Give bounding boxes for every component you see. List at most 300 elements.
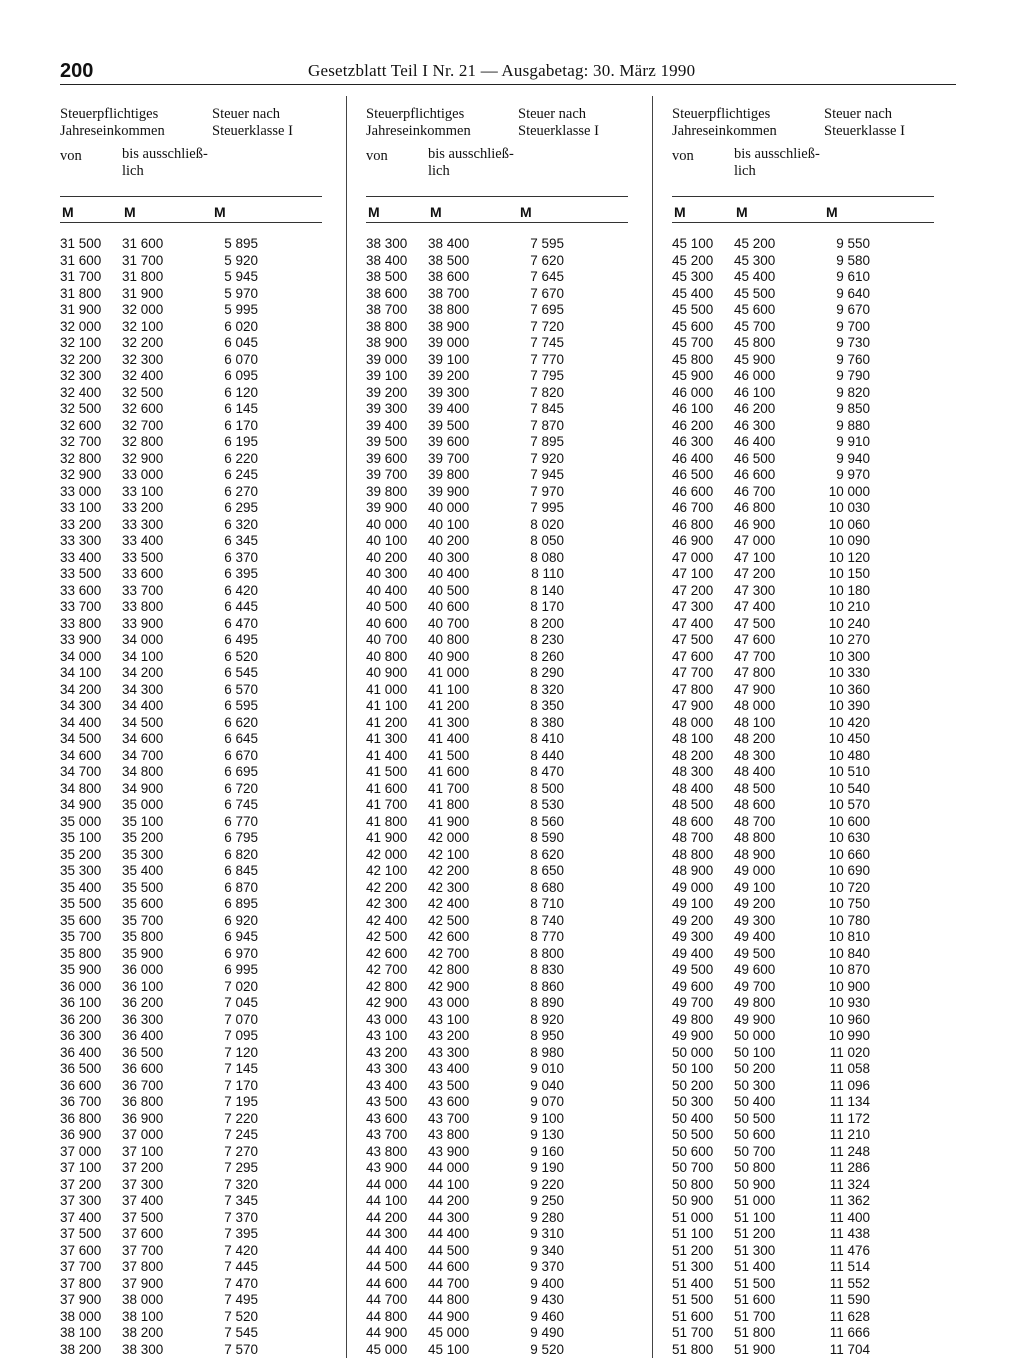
income-to: 36 000 [122, 962, 164, 977]
income-to: 39 300 [428, 384, 470, 400]
income-from: 45 800 [672, 351, 714, 367]
table-row [672, 1325, 934, 1342]
table-row [366, 236, 628, 253]
table-row [60, 847, 322, 864]
income-from: 46 400 [672, 450, 714, 466]
tax-amount: 9 850 [836, 401, 870, 416]
tax-amount: 11 400 [829, 1209, 870, 1225]
tax-amount: 6 245 [224, 467, 258, 482]
table-row [366, 748, 628, 765]
tax-amount: 6 995 [224, 962, 258, 977]
table-row [672, 748, 934, 765]
tax-amount: 11 248 [829, 1143, 870, 1159]
tax-amount: 9 760 [836, 351, 870, 367]
tax-amount: 8 110 [531, 566, 564, 581]
income-to: 46 700 [734, 483, 776, 499]
tax-amount: 6 545 [224, 665, 258, 680]
income-from: 39 600 [366, 450, 408, 466]
table-row [60, 269, 322, 286]
tax-amount: 7 420 [224, 1242, 258, 1258]
income-to: 46 800 [734, 500, 776, 515]
tax-amount: 8 530 [530, 797, 564, 812]
income-to: 43 100 [428, 1011, 470, 1027]
income-to: 33 900 [122, 615, 164, 631]
income-from: 39 700 [366, 467, 408, 482]
tax-amount: 11 666 [829, 1325, 870, 1340]
tax-amount: 6 845 [224, 863, 258, 878]
tax-amount: 6 720 [224, 780, 258, 796]
income-to: 42 300 [428, 879, 470, 895]
income-from: 44 400 [366, 1242, 408, 1258]
income-from: 50 300 [672, 1094, 714, 1109]
tax-amount: 8 170 [530, 599, 564, 614]
table-row [366, 599, 628, 616]
income-from: 50 900 [672, 1193, 714, 1208]
income-to: 46 600 [734, 467, 776, 482]
income-from: 32 200 [60, 351, 102, 367]
table-row [672, 781, 934, 798]
income-from: 42 300 [366, 896, 408, 911]
header-tax: Steuer nach Steuerklasse I [518, 106, 599, 139]
table-row [672, 385, 934, 402]
table-row [672, 863, 934, 880]
income-to: 34 800 [122, 764, 164, 779]
tax-amount: 7 945 [530, 467, 564, 482]
tax-amount: 7 095 [224, 1028, 258, 1043]
table-row [366, 1259, 628, 1276]
income-from: 40 400 [366, 582, 408, 598]
tax-amount: 11 514 [829, 1259, 870, 1274]
income-to: 37 400 [122, 1193, 164, 1208]
tax-amount: 9 280 [530, 1209, 564, 1225]
tax-amount: 7 245 [224, 1127, 258, 1142]
table-row [60, 731, 322, 748]
income-to: 32 700 [122, 417, 164, 433]
table-row [672, 500, 934, 517]
tax-amount: 10 600 [828, 813, 870, 829]
table-row [60, 1243, 322, 1260]
tax-table-column-3 [672, 100, 942, 1362]
income-from: 36 900 [60, 1127, 102, 1142]
tax-amount: 10 030 [828, 500, 870, 515]
tax-amount: 7 370 [224, 1209, 258, 1225]
table-row [60, 1094, 322, 1111]
income-to: 43 600 [428, 1094, 470, 1109]
tax-amount: 5 995 [224, 302, 258, 317]
table-row [60, 748, 322, 765]
tax-amount: 9 520 [530, 1341, 564, 1357]
table-row [366, 1292, 628, 1309]
income-from: 35 500 [60, 896, 102, 911]
tax-amount: 6 170 [224, 417, 258, 433]
tax-amount: 5 970 [224, 285, 258, 301]
table-row [60, 1292, 322, 1309]
tax-amount: 6 220 [224, 450, 258, 466]
income-to: 31 600 [122, 236, 164, 251]
income-to: 33 400 [122, 533, 164, 548]
income-from: 43 200 [366, 1044, 408, 1060]
tax-amount: 7 045 [224, 995, 258, 1010]
table-row [60, 352, 322, 369]
income-to: 44 200 [428, 1193, 470, 1208]
income-from: 42 700 [366, 962, 408, 977]
table-row [672, 1061, 934, 1078]
table-row [366, 814, 628, 831]
income-from: 48 600 [672, 813, 714, 829]
income-to: 35 900 [122, 945, 164, 961]
income-from: 48 200 [672, 747, 714, 763]
income-from: 42 600 [366, 945, 408, 961]
unit-rule [60, 222, 322, 223]
income-to: 43 300 [428, 1044, 470, 1060]
tax-amount: 8 950 [530, 1028, 564, 1043]
income-to: 50 600 [734, 1127, 776, 1142]
tax-amount: 9 970 [836, 467, 870, 482]
income-to: 38 600 [428, 269, 470, 284]
income-from: 31 800 [60, 285, 102, 301]
tax-amount: 8 080 [530, 549, 564, 565]
tax-amount: 10 630 [828, 830, 870, 845]
table-row [60, 1342, 322, 1359]
income-to: 48 300 [734, 747, 776, 763]
income-to: 40 900 [428, 648, 470, 664]
tax-amount: 8 830 [530, 962, 564, 977]
income-from: 41 700 [366, 797, 408, 812]
tax-amount: 9 700 [836, 318, 870, 334]
income-from: 43 500 [366, 1094, 408, 1109]
tax-amount: 7 320 [224, 1176, 258, 1192]
table-row [672, 1160, 934, 1177]
table-row [60, 764, 322, 781]
tax-amount: 9 490 [530, 1325, 564, 1340]
income-from: 49 800 [672, 1011, 714, 1027]
tax-amount: 10 960 [828, 1011, 870, 1027]
tax-amount: 10 990 [828, 1028, 870, 1043]
income-from: 33 000 [60, 483, 102, 499]
income-to: 47 300 [734, 582, 776, 598]
tax-amount: 6 120 [224, 384, 258, 400]
tax-amount: 6 145 [224, 401, 258, 416]
table-row [672, 731, 934, 748]
table-row [672, 1193, 934, 1210]
income-to: 45 800 [734, 335, 776, 350]
tax-amount: 7 995 [530, 500, 564, 515]
income-from: 41 400 [366, 747, 408, 763]
tax-amount: 6 345 [224, 533, 258, 548]
income-to: 32 100 [122, 318, 164, 334]
tax-amount: 8 200 [530, 615, 564, 631]
tax-amount: 9 880 [836, 417, 870, 433]
income-to: 38 000 [122, 1292, 164, 1307]
tax-amount: 8 980 [530, 1044, 564, 1060]
income-from: 48 500 [672, 797, 714, 812]
income-to: 34 000 [122, 632, 164, 647]
income-from: 48 900 [672, 863, 714, 878]
table-row [60, 781, 322, 798]
table-row [366, 797, 628, 814]
income-from: 49 000 [672, 879, 714, 895]
income-to: 50 400 [734, 1094, 776, 1109]
income-from: 51 100 [672, 1226, 714, 1241]
income-from: 33 700 [60, 599, 102, 614]
tax-amount: 11 324 [829, 1176, 870, 1192]
tax-amount: 11 172 [829, 1110, 870, 1126]
tax-amount: 10 210 [828, 599, 870, 614]
tax-amount: 11 552 [829, 1275, 870, 1291]
income-to: 32 900 [122, 450, 164, 466]
income-to: 44 000 [428, 1160, 470, 1175]
income-from: 32 000 [60, 318, 102, 334]
tax-amount: 9 580 [836, 252, 870, 268]
tax-amount: 8 800 [530, 945, 564, 961]
income-to: 49 300 [734, 912, 776, 928]
tax-amount: 8 260 [530, 648, 564, 664]
income-to: 42 100 [428, 846, 470, 862]
income-to: 34 500 [122, 714, 164, 730]
income-from: 41 900 [366, 830, 408, 845]
tax-amount: 7 520 [224, 1308, 258, 1324]
tax-amount: 5 920 [224, 252, 258, 268]
income-from: 51 200 [672, 1242, 714, 1258]
tax-amount: 6 920 [224, 912, 258, 928]
income-from: 33 300 [60, 533, 102, 548]
table-row [366, 715, 628, 732]
income-from: 43 800 [366, 1143, 408, 1159]
tax-amount: 10 840 [828, 945, 870, 961]
tax-amount: 8 140 [530, 582, 564, 598]
income-from: 43 100 [366, 1028, 408, 1043]
unit-row [366, 204, 628, 220]
page-header [60, 58, 956, 85]
tax-amount: 6 420 [224, 582, 258, 598]
income-to: 38 100 [122, 1308, 164, 1324]
table-row [60, 1193, 322, 1210]
income-to: 37 100 [122, 1143, 164, 1159]
income-from: 32 800 [60, 450, 102, 466]
income-from: 41 800 [366, 813, 408, 829]
income-from: 45 500 [672, 302, 714, 317]
income-from: 47 800 [672, 681, 714, 697]
income-to: 45 300 [734, 252, 776, 268]
table-row [672, 352, 934, 369]
income-from: 39 900 [366, 500, 408, 515]
tax-amount: 7 720 [530, 318, 564, 334]
tax-amount: 9 070 [530, 1094, 564, 1109]
income-from: 35 100 [60, 830, 102, 845]
table-row [60, 1028, 322, 1045]
income-to: 39 700 [428, 450, 470, 466]
table-row [672, 698, 934, 715]
table-row [672, 979, 934, 996]
table-row [60, 1259, 322, 1276]
table-row [60, 682, 322, 699]
table-row [672, 1094, 934, 1111]
income-from: 35 600 [60, 912, 102, 928]
table-row [366, 979, 628, 996]
table-row [672, 665, 934, 682]
table-row [366, 302, 628, 319]
unit-to: M [430, 204, 442, 220]
table-row [366, 1061, 628, 1078]
tax-amount: 6 970 [224, 945, 258, 961]
table-row [366, 698, 628, 715]
table-row [366, 1177, 628, 1194]
table-row [366, 929, 628, 946]
income-from: 41 300 [366, 731, 408, 746]
table-row [672, 368, 934, 385]
tax-amount: 9 250 [530, 1193, 564, 1208]
table-row [672, 913, 934, 930]
table-row [60, 995, 322, 1012]
income-to: 34 700 [122, 747, 164, 763]
income-from: 32 300 [60, 368, 102, 383]
table-row [60, 434, 322, 451]
table-row [366, 434, 628, 451]
tax-amount: 6 095 [224, 368, 258, 383]
tax-amount: 10 360 [828, 681, 870, 697]
income-from: 36 800 [60, 1110, 102, 1126]
income-from: 43 400 [366, 1077, 408, 1093]
income-to: 47 100 [734, 549, 776, 565]
tax-amount: 8 020 [530, 516, 564, 532]
table-row [60, 1012, 322, 1029]
tax-amount: 8 560 [530, 813, 564, 829]
income-to: 50 100 [734, 1044, 776, 1060]
income-to: 49 000 [734, 863, 776, 878]
income-to: 48 700 [734, 813, 776, 829]
table-row [60, 616, 322, 633]
tax-amount: 9 100 [530, 1110, 564, 1126]
tax-amount: 7 920 [530, 450, 564, 466]
tax-amount: 6 895 [224, 896, 258, 911]
income-to: 37 900 [122, 1275, 164, 1291]
tax-amount: 10 690 [828, 863, 870, 878]
income-from: 33 800 [60, 615, 102, 631]
income-from: 38 600 [366, 285, 408, 301]
tax-table-column-1 [60, 100, 330, 1362]
income-from: 48 700 [672, 830, 714, 845]
income-from: 37 800 [60, 1275, 102, 1291]
income-from: 34 100 [60, 665, 102, 680]
tax-amount: 9 940 [836, 450, 870, 466]
tax-amount: 6 570 [224, 681, 258, 697]
income-to: 40 700 [428, 615, 470, 631]
unit-to: M [124, 204, 136, 220]
table-row [672, 715, 934, 732]
tax-amount: 9 910 [836, 434, 870, 449]
tax-amount: 6 445 [224, 599, 258, 614]
income-to: 35 500 [122, 879, 164, 895]
income-from: 49 500 [672, 962, 714, 977]
income-to: 43 000 [428, 995, 470, 1010]
income-to: 44 700 [428, 1275, 470, 1291]
header-to: bis ausschließ-lich [122, 146, 208, 179]
income-from: 36 600 [60, 1077, 102, 1093]
income-to: 49 500 [734, 945, 776, 961]
tax-amount: 9 550 [836, 236, 870, 251]
income-from: 43 300 [366, 1061, 408, 1076]
income-from: 35 200 [60, 846, 102, 862]
tax-amount: 10 120 [828, 549, 870, 565]
income-from: 45 100 [672, 236, 714, 251]
table-row [366, 1045, 628, 1062]
page-number: 200 [60, 60, 94, 82]
income-to: 45 100 [428, 1341, 470, 1357]
tax-amount: 7 695 [530, 302, 564, 317]
tax-amount: 7 195 [224, 1094, 258, 1109]
table-row [366, 913, 628, 930]
tax-amount: 11 058 [829, 1061, 870, 1076]
tax-amount: 11 704 [829, 1341, 870, 1357]
tax-amount: 6 270 [224, 483, 258, 499]
table-row [60, 500, 322, 517]
income-to: 42 900 [428, 978, 470, 994]
income-to: 32 800 [122, 434, 164, 449]
tax-amount: 7 270 [224, 1143, 258, 1159]
tax-amount: 7 745 [530, 335, 564, 350]
tax-amount: 9 190 [530, 1160, 564, 1175]
table-row [672, 896, 934, 913]
table-row [60, 1127, 322, 1144]
income-to: 31 800 [122, 269, 164, 284]
tax-amount: 10 510 [828, 764, 870, 779]
table-row [672, 946, 934, 963]
income-from: 33 400 [60, 549, 102, 565]
tax-amount: 9 130 [530, 1127, 564, 1142]
tax-amount: 8 740 [530, 912, 564, 928]
table-row [60, 797, 322, 814]
income-from: 42 100 [366, 863, 408, 878]
tax-amount: 6 045 [224, 335, 258, 350]
table-row [60, 1061, 322, 1078]
income-from: 44 100 [366, 1193, 408, 1208]
income-from: 51 800 [672, 1341, 714, 1357]
table-row [672, 1078, 934, 1095]
unit-from: M [62, 204, 74, 220]
income-to: 37 600 [122, 1226, 164, 1241]
income-to: 36 200 [122, 995, 164, 1010]
tax-amount: 7 495 [224, 1292, 258, 1307]
tax-amount: 7 845 [530, 401, 564, 416]
table-row [672, 236, 934, 253]
income-to: 41 000 [428, 665, 470, 680]
income-to: 51 400 [734, 1259, 776, 1274]
income-to: 51 500 [734, 1275, 776, 1291]
income-to: 40 300 [428, 549, 470, 565]
table-row [60, 1309, 322, 1326]
table-row [60, 1144, 322, 1161]
income-to: 46 900 [734, 516, 776, 532]
income-from: 42 400 [366, 912, 408, 928]
income-from: 49 700 [672, 995, 714, 1010]
tax-amount: 11 210 [829, 1127, 870, 1142]
table-row [60, 715, 322, 732]
income-from: 35 000 [60, 813, 102, 829]
income-from: 49 900 [672, 1028, 714, 1043]
income-from: 37 100 [60, 1160, 102, 1175]
table-rows [672, 236, 934, 1358]
table-row [366, 418, 628, 435]
table-row [60, 418, 322, 435]
table-row [672, 649, 934, 666]
income-from: 44 200 [366, 1209, 408, 1225]
income-to: 37 300 [122, 1176, 164, 1192]
tax-amount: 6 820 [224, 846, 258, 862]
income-to: 35 400 [122, 863, 164, 878]
table-row [366, 682, 628, 699]
tax-amount: 8 290 [530, 665, 564, 680]
table-row [672, 418, 934, 435]
